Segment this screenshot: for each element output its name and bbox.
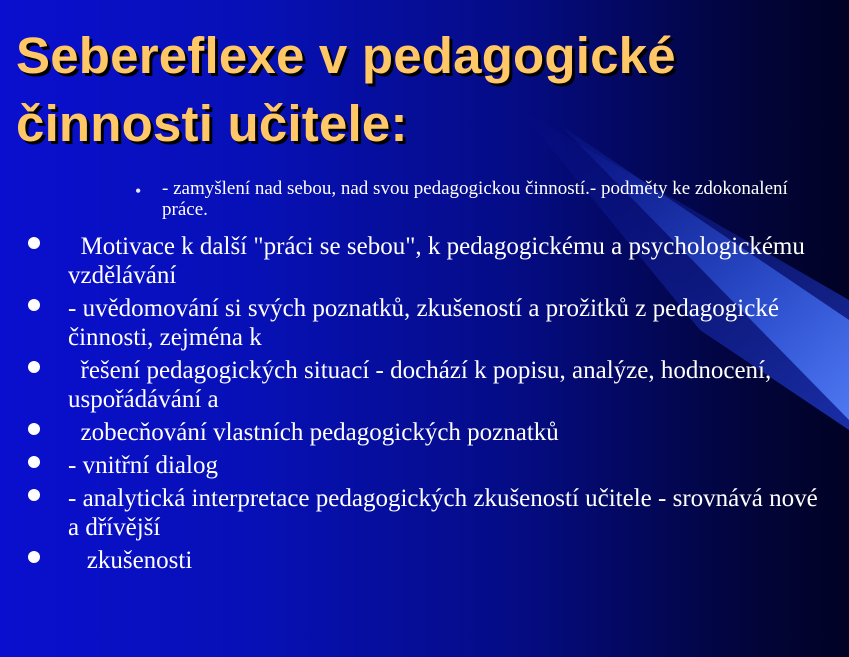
list-item — [28, 546, 828, 575]
sub-bullet-text: - zamyšlení nad sebou, nad svou pedagogickou činností.- podměty ke zdokonalení práce. — [162, 178, 788, 220]
bullet-dot — [28, 423, 40, 435]
slide-title: Sebereflexe v pedagogické činnosti učitele: — [16, 27, 676, 152]
list-item-text: řešení pedagogických situací - dochází k popisu, analýze, hodnocení, uspořádávání a — [68, 357, 778, 413]
sub-bullet-dot: • — [135, 181, 142, 201]
list-item — [28, 294, 828, 352]
list-item-text: Motivace k další "práci se sebou", k pedagogickému a psychologickému vzdělávání — [68, 233, 812, 289]
bullet-dot — [28, 237, 40, 249]
list-item — [28, 418, 828, 447]
list-item-text: - uvědomování si svých poznatků, zkušeností a prožitků z pedagogické činnosti, zejména k — [68, 295, 786, 351]
bullet-dot — [28, 489, 40, 501]
list-item-text: zobecňování vlastních pedagogických poznatků — [68, 419, 559, 446]
sub-bullet — [135, 178, 835, 220]
list-item — [28, 484, 828, 542]
bullet-dot — [28, 361, 40, 373]
bullet-list — [28, 232, 828, 579]
list-item — [28, 232, 828, 290]
list-item-text: - vnitřní dialog — [68, 452, 218, 479]
list-item — [28, 451, 828, 480]
bullet-dot — [28, 456, 40, 468]
list-item — [28, 356, 828, 414]
bullet-dot — [28, 299, 40, 311]
list-item-text: - analytická interpretace pedagogických zkušeností učitele - srovnává nové a dřívější — [68, 485, 824, 541]
bullet-dot — [28, 551, 40, 563]
list-item-text: zkušenosti — [68, 547, 193, 574]
